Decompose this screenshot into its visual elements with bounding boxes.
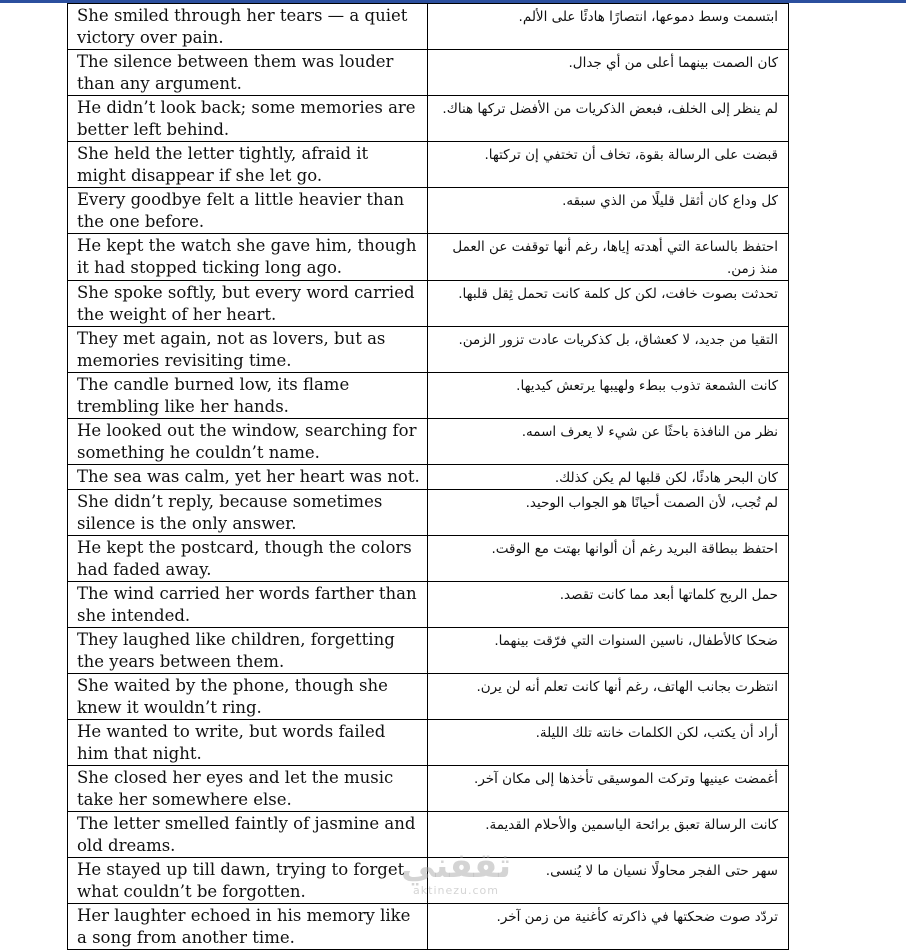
table-row [68,419,789,465]
arabic-cell: سهر حتى الفجر محاولًا نسيان ما لا يُنسى. [428,858,789,904]
table-row [68,188,789,234]
arabic-cell: كان الصمت بينهما أعلى من أي جدال. [428,50,789,96]
table-row [68,536,789,582]
arabic-cell: حمل الريح كلماتها أبعد مما كانت تقصد. [428,582,789,628]
arabic-cell: كانت الشمعة تذوب ببطء ولهيبها يرتعش كيديها. [428,373,789,419]
arabic-cell: ضحكا كالأطفال، ناسين السنوات التي فرّقت بينهما. [428,628,789,674]
table-row [68,766,789,812]
arabic-cell: كل وداع كان أثقل قليلًا من الذي سبقه. [428,188,789,234]
arabic-cell: لم تُجب، لأن الصمت أحيانًا هو الجواب الوحيد. [428,490,789,536]
table-row [68,582,789,628]
arabic-cell: قبضت على الرسالة بقوة، تخاف أن تختفي إن تركتها. [428,142,789,188]
english-cell: Every goodbye felt a little heavier than the one before. [68,188,428,234]
arabic-cell: ابتسمت وسط دموعها، انتصارًا هادئًا على الألم. [428,4,789,50]
english-cell: They met again, not as lovers, but as memories revisiting time. [68,327,428,373]
english-cell: Her laughter echoed in his memory like a song from another time. [68,904,428,950]
table-row [68,234,789,281]
arabic-cell: كانت الرسالة تعبق برائحة الياسمين والأحلام القديمة. [428,812,789,858]
arabic-cell: أغمضت عينيها وتركت الموسيقى تأخذها إلى مكان آخر. [428,766,789,812]
table-row [68,812,789,858]
table-row [68,490,789,536]
english-cell: She held the letter tightly, afraid it might disappear if she let go. [68,142,428,188]
table-row [68,674,789,720]
english-cell: He stayed up till dawn, trying to forget what couldn’t be forgotten. [68,858,428,904]
english-cell: They laughed like children, forgetting the years between them. [68,628,428,674]
english-cell: She waited by the phone, though she knew it wouldn’t ring. [68,674,428,720]
english-cell: She smiled through her tears — a quiet victory over pain. [68,4,428,50]
translation-table [67,3,789,950]
english-cell: He wanted to write, but words failed him that night. [68,720,428,766]
table-row [68,465,789,490]
table-row [68,96,789,142]
english-cell: He kept the watch she gave him, though it had stopped ticking long ago. [68,234,428,281]
table-row [68,281,789,327]
arabic-cell: احتفظ بالساعة التي أهدته إياها، رغم أنها توقفت عن العمل منذ زمن. [428,234,789,281]
arabic-cell: أراد أن يكتب، لكن الكلمات خانته تلك الليلة. [428,720,789,766]
arabic-cell: كان البحر هادئًا، لكن قلبها لم يكن كذلك. [428,465,789,490]
english-cell: She spoke softly, but every word carried the weight of her heart. [68,281,428,327]
english-cell: She closed her eyes and let the music take her somewhere else. [68,766,428,812]
table-row [68,327,789,373]
arabic-cell: لم ينظر إلى الخلف، فبعض الذكريات من الأفضل تركها هناك. [428,96,789,142]
arabic-cell: احتفظ ببطاقة البريد رغم أن ألوانها بهتت مع الوقت. [428,536,789,582]
english-cell: The sea was calm, yet her heart was not. [68,465,428,490]
english-cell: The letter smelled faintly of jasmine and old dreams. [68,812,428,858]
table-row [68,904,789,950]
arabic-cell: التقيا من جديد، لا كعشاق، بل كذكريات عادت تزور الزمن. [428,327,789,373]
table-row [68,858,789,904]
arabic-cell: نظر من النافذة باحثًا عن شيء لا يعرف اسمه. [428,419,789,465]
watermark-logo-text: ثقفني [401,846,511,886]
english-cell: The silence between them was louder than any argument. [68,50,428,96]
english-cell: The wind carried her words farther than she intended. [68,582,428,628]
table-row [68,142,789,188]
arabic-cell: تحدثت بصوت خافت، لكن كل كلمة كانت تحمل ثِقل قلبها. [428,281,789,327]
english-cell: He kept the postcard, though the colors had faded away. [68,536,428,582]
table-row [68,373,789,419]
watermark-site: aktinezu.com [413,884,499,897]
english-cell: The candle burned low, its flame trembling like her hands. [68,373,428,419]
english-cell: She didn’t reply, because sometimes silence is the only answer. [68,490,428,536]
table-row [68,628,789,674]
english-cell: He looked out the window, searching for something he couldn’t name. [68,419,428,465]
table-row [68,50,789,96]
table-row [68,4,789,50]
arabic-cell: تردّد صوت ضحكتها في ذاكرته كأغنية من زمن آخر. [428,904,789,950]
english-cell: He didn’t look back; some memories are better left behind. [68,96,428,142]
table-row [68,720,789,766]
arabic-cell: انتظرت بجانب الهاتف، رغم أنها كانت تعلم أنه لن يرن. [428,674,789,720]
